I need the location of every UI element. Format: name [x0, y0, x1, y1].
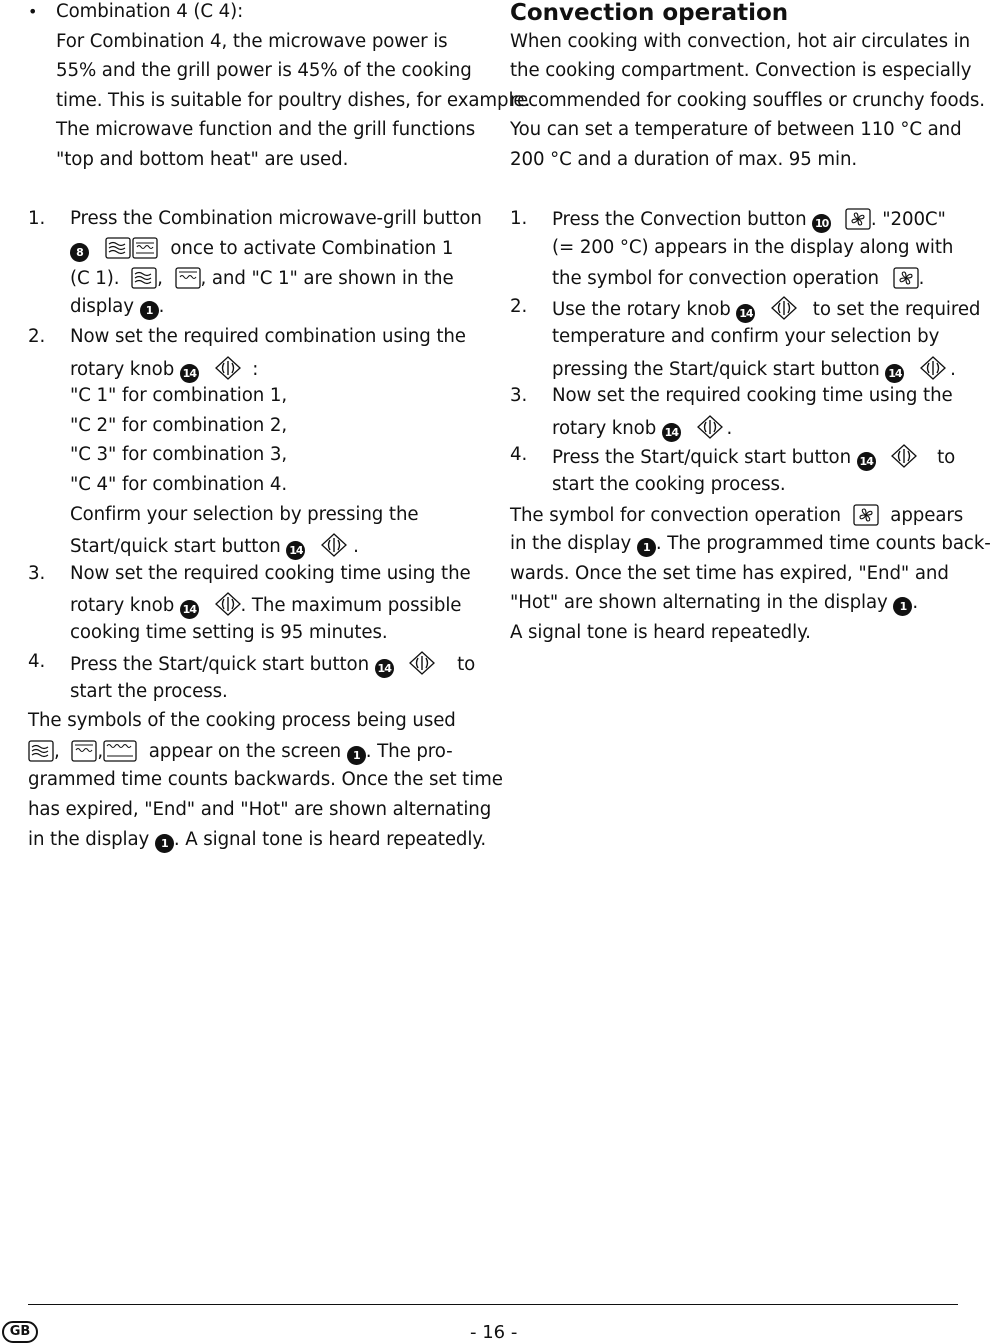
section-heading: Convection operation [510, 0, 789, 26]
step-number: 3. [28, 563, 46, 584]
intro-line: You can set a temperature of between 110 °C and [510, 119, 962, 140]
convection-fan-icon [853, 504, 879, 526]
step-text: Now set the required cooking time using the [70, 563, 471, 584]
microwave-waves-icon [28, 740, 54, 762]
step-text: Press the Start/quick start button 14 to [552, 444, 955, 471]
step-text: display 1 . [70, 296, 164, 320]
grill-icon [175, 267, 201, 289]
c4-text-line: 55% and the grill power is 45% of the cooking [56, 60, 472, 81]
callout-number: 14 [885, 364, 904, 383]
convection-fan-icon [893, 267, 919, 289]
paragraph-line: grammed time counts backwards. Once the set time [28, 769, 503, 790]
step-text: Use the rotary knob 14 to set the required [552, 296, 980, 323]
step-text: the symbol for convection operation . [552, 268, 925, 289]
paragraph-line: in the display 1 . A signal tone is heard repeatedly. [28, 829, 486, 853]
step-number: 4. [510, 444, 528, 465]
callout-number: 14 [180, 600, 199, 619]
footer-rule [28, 1304, 958, 1305]
callout-number: 14 [375, 659, 394, 678]
rotary-knob-icon [321, 533, 347, 557]
intro-line: 200 °C and a duration of max. 95 min. [510, 149, 858, 170]
step-number: 1. [510, 208, 528, 229]
step-text: Start/quick start button 14 . [70, 533, 359, 560]
callout-number: 14 [662, 423, 681, 442]
callout-number: 1 [637, 538, 656, 557]
c4-text-line: For Combination 4, the microwave power is [56, 31, 448, 52]
bottom-heat-icon [103, 740, 137, 762]
step-text: Now set the required combination using the [70, 326, 466, 347]
c4-text-line: time. This is suitable for poultry dishes, for example. [56, 90, 531, 111]
step-number: 4. [28, 651, 46, 672]
microwave-waves-icon [131, 267, 157, 289]
callout-number: 14 [286, 541, 305, 560]
bullet-marker: • [28, 2, 38, 21]
paragraph-line: The symbols of the cooking process being used [28, 710, 456, 731]
step-text: (C 1). , , and "C 1" are shown in the [70, 268, 454, 289]
paragraph-line: "Hot" are shown alternating in the display 1 . [510, 592, 918, 616]
c4-text-line: "top and bottom heat" are used. [56, 149, 349, 170]
callout-number: 1 [140, 301, 159, 320]
callout-number: 1 [893, 597, 912, 616]
step-text: rotary knob 14 . The maximum possible [70, 592, 461, 619]
language-badge: GB [2, 1321, 38, 1343]
step-text: Now set the required cooking time using the [552, 385, 953, 406]
step-text: Press the Convection button 10 . "200C" [552, 208, 946, 233]
paragraph-line: , , appear on the screen 1 . The pro- [28, 740, 453, 765]
page-number: - 16 - [470, 1322, 518, 1343]
callout-number: 1 [155, 834, 174, 853]
step-text: (= 200 °C) appears in the display along with [552, 237, 954, 258]
step-text: "C 4" for combination 4. [70, 474, 288, 495]
c4-text-line: The microwave function and the grill functions [56, 119, 476, 140]
step-text: Press the Start/quick start button 14 to [70, 651, 475, 678]
step-text: "C 2" for combination 2, [70, 415, 288, 436]
paragraph-line: wards. Once the set time has expired, "End" and [510, 563, 949, 584]
step-text: Press the Combination microwave-grill button [70, 208, 482, 229]
callout-number: 10 [812, 214, 831, 233]
step-text: "C 1" for combination 1, [70, 385, 288, 406]
callout-number: 14 [180, 364, 199, 383]
rotary-knob-icon [409, 651, 435, 675]
paragraph-line: has expired, "End" and "Hot" are shown alternating [28, 799, 492, 820]
callout-number: 14 [736, 304, 755, 323]
c4-title: Combination 4 (C 4): [56, 1, 244, 22]
combination-button-icon [105, 237, 159, 259]
step-text: rotary knob 14 . [552, 415, 732, 442]
rotary-knob-icon [891, 444, 917, 468]
step-text: "C 3" for combination 3, [70, 444, 288, 465]
callout-number: 1 [347, 746, 366, 765]
paragraph-line: The symbol for convection operation appears [510, 505, 964, 526]
step-text: cooking time setting is 95 minutes. [70, 622, 388, 643]
step-text: start the cooking process. [552, 474, 786, 495]
grill-icon [71, 740, 97, 762]
paragraph-line: in the display 1 . The programmed time counts back- [510, 533, 991, 557]
rotary-knob-icon [771, 296, 797, 320]
step-text: pressing the Start/quick start button 14 . [552, 356, 956, 383]
step-number: 1. [28, 208, 46, 229]
step-text: temperature and confirm your selection by [552, 326, 940, 347]
rotary-knob-icon [215, 356, 241, 380]
callout-number: 8 [70, 243, 89, 262]
rotary-knob-icon [215, 592, 241, 616]
convection-fan-icon [845, 208, 871, 230]
rotary-knob-icon [920, 356, 946, 380]
step-number: 2. [510, 296, 528, 317]
intro-line: recommended for cooking souffles or crunchy foods. [510, 90, 985, 111]
intro-line: When cooking with convection, hot air circulates in [510, 31, 971, 52]
rotary-knob-icon [697, 415, 723, 439]
step-text: start the process. [70, 681, 228, 702]
step-text: rotary knob 14 : [70, 356, 258, 383]
step-text: Confirm your selection by pressing the [70, 504, 419, 525]
callout-number: 14 [857, 452, 876, 471]
intro-line: the cooking compartment. Convection is especially [510, 60, 972, 81]
step-number: 2. [28, 326, 46, 347]
paragraph-line: A signal tone is heard repeatedly. [510, 622, 811, 643]
step-number: 3. [510, 385, 528, 406]
step-text: 8 once to activate Combination 1 [70, 237, 453, 262]
